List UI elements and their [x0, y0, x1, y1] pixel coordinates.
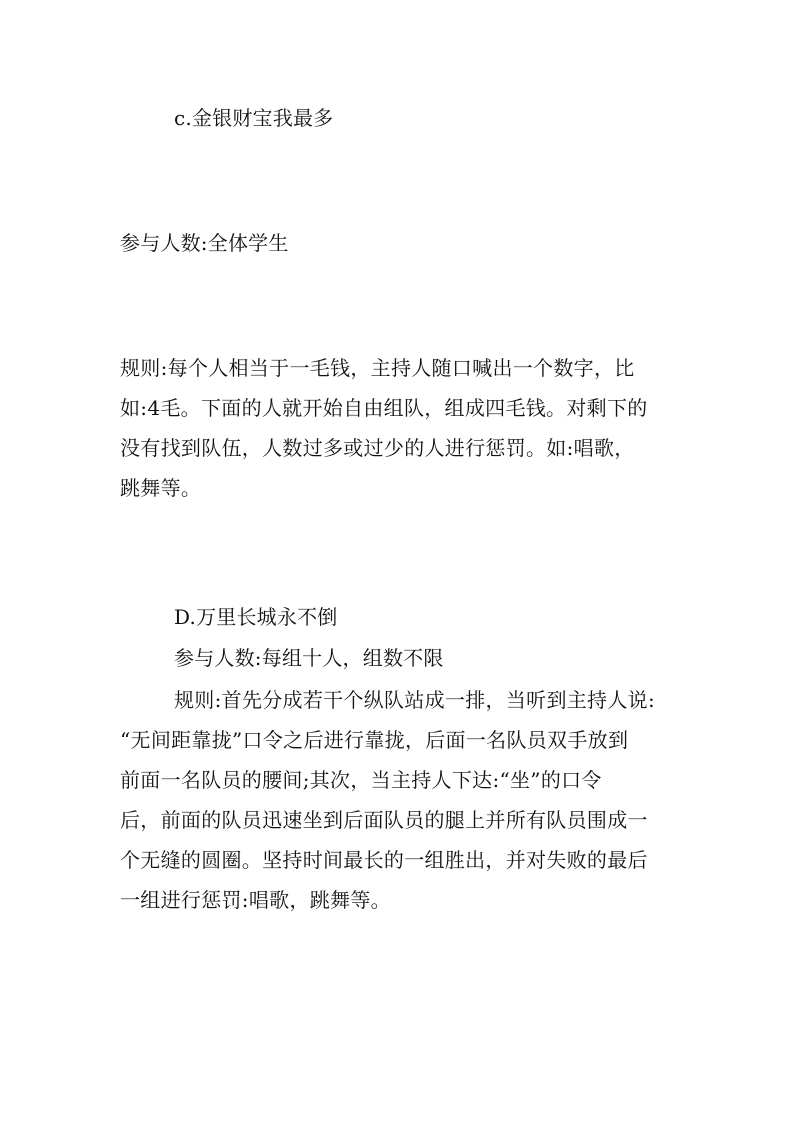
section-d-title: D.万里长城永不倒: [174, 605, 338, 629]
section-c-title: c.金银财宝我最多: [174, 106, 334, 130]
section-d-rules-line: 个无缝的圆圈。坚持时间最长的一组胜出，并对失败的最后: [120, 848, 648, 872]
section-d-rules-line: “无间距靠拢”口令之后进行靠拢，后面一名队员双手放到: [120, 728, 629, 752]
section-c-rules-line: 如:4毛。下面的人就开始自由组队，组成四毛钱。对剩下的: [120, 396, 648, 420]
section-c-rules: [120, 348, 680, 508]
section-c-rules-line: 没有找到队伍，人数过多或过少的人进行惩罚。如:唱歌，: [120, 436, 635, 460]
section-c-rules-line: 规则:每个人相当于一毛钱，主持人随口喊出一个数字，比: [120, 356, 635, 380]
section-d-rules: [120, 680, 680, 920]
section-d-rules-line: 一组进行惩罚:唱歌，跳舞等。: [120, 888, 391, 912]
section-d-participants: 参与人数:每组十人，组数不限: [174, 646, 444, 670]
section-d-rules-line: 前面一名队员的腰间;其次，当主持人下达:“坐”的口令: [120, 768, 602, 792]
section-d-rules-line: 后，前面的队员迅速坐到后面队员的腿上并所有队员围成一: [120, 808, 648, 832]
section-c-rules-line: 跳舞等。: [120, 476, 202, 500]
section-d-rules-line: 规则:首先分成若干个纵队站成一排，当听到主持人说:: [174, 688, 655, 712]
section-c-participants: 参与人数:全体学生: [120, 231, 289, 255]
